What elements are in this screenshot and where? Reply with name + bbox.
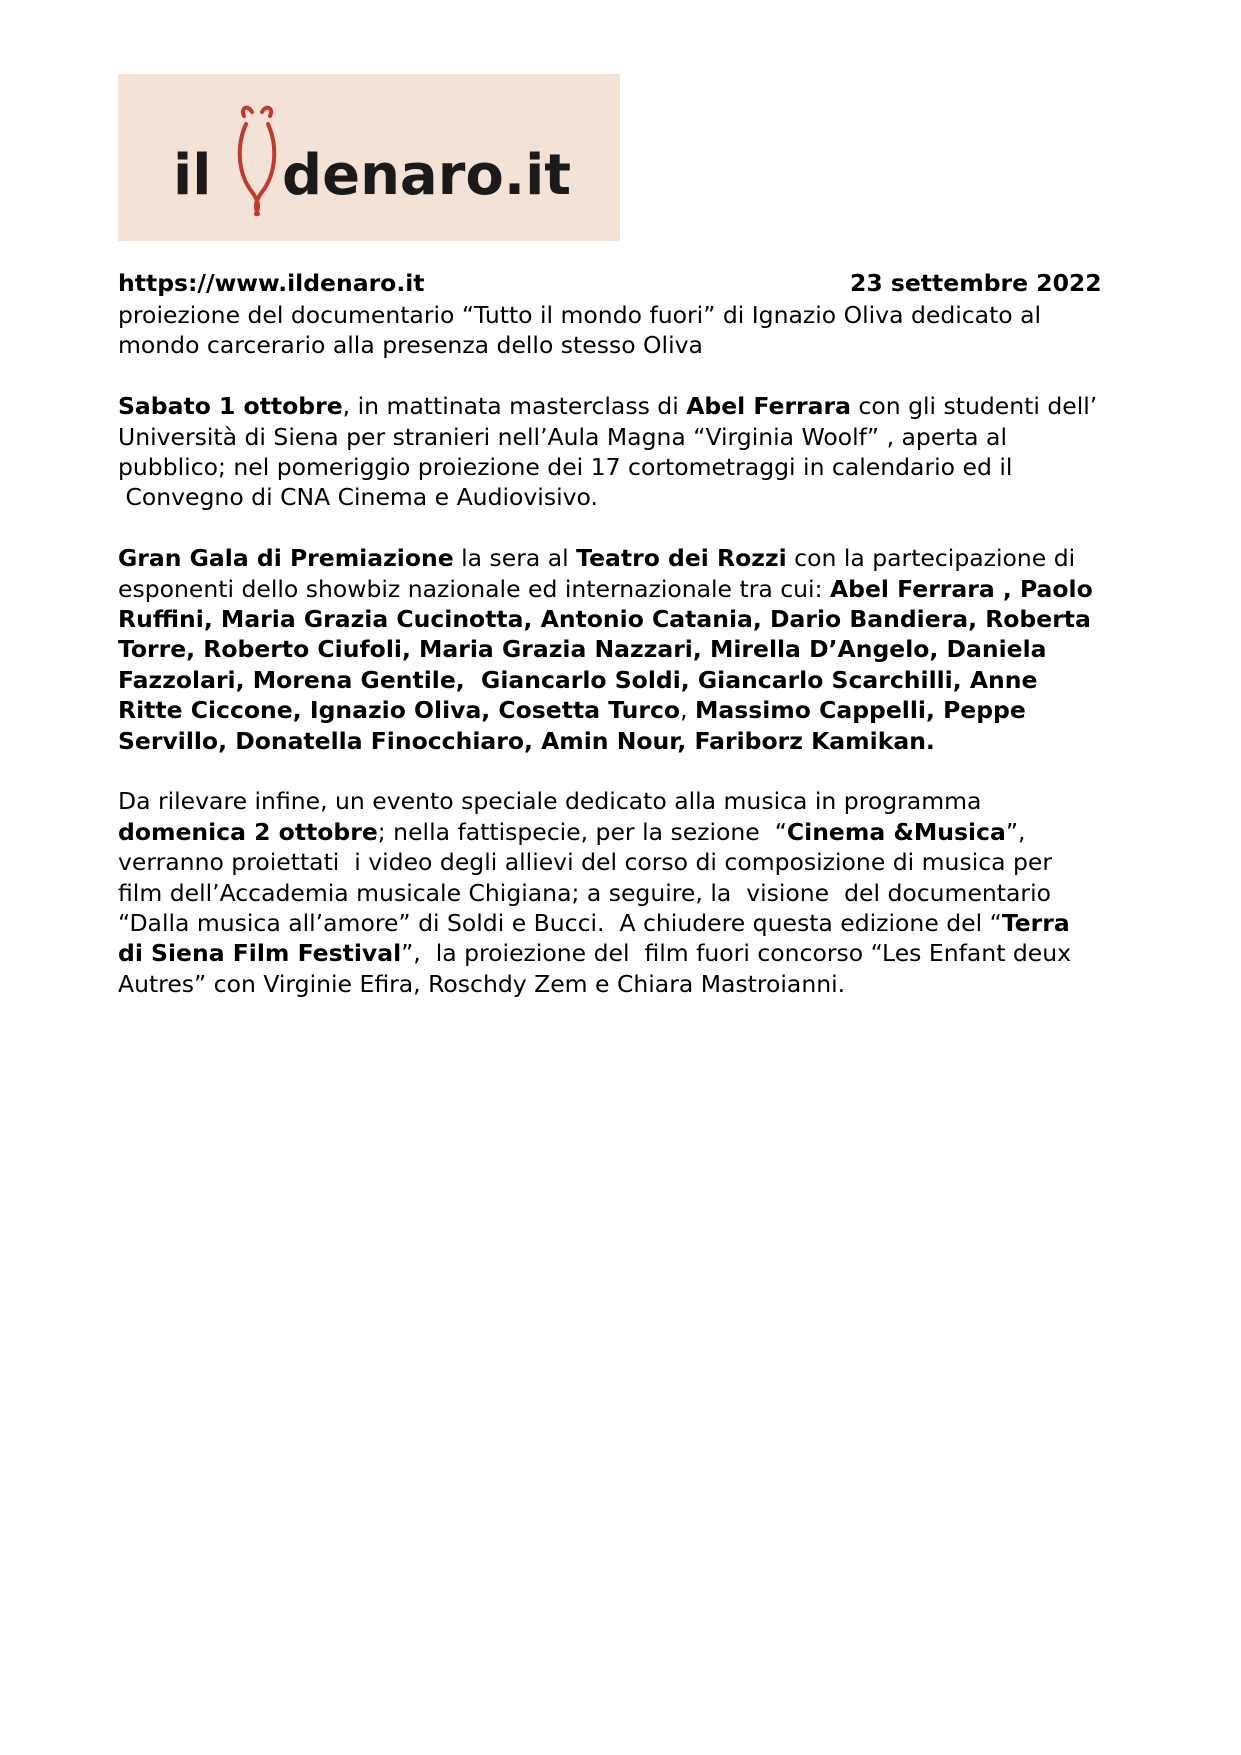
article-body bbox=[118, 300, 1158, 1030]
bold-names: Ritte Ciccone, Ignazio Oliva, Cosetta Turco bbox=[118, 696, 681, 725]
text-line: Università di Siena per stranieri nell’Aula Magna “Virginia Woolf” , aperta al bbox=[118, 422, 1007, 451]
text-line: Autres” con Virginie Efira, Roschdy Zem e Chiara Mastroianni. bbox=[118, 969, 846, 998]
text-line: Da rilevare infine, un evento speciale dedicato alla musica in programma bbox=[118, 787, 982, 816]
bold-names: Servillo, Donatella Finocchiaro, Amin Nour, Fariborz Kamikan. bbox=[118, 726, 935, 755]
ildenaro-logo bbox=[118, 74, 620, 241]
bold-names: Abel Ferrara , Paolo bbox=[829, 574, 1093, 603]
text-run: , bbox=[680, 696, 696, 725]
text-line bbox=[118, 604, 1158, 634]
bold-names: Ruffini, Maria Grazia Cucinotta, Antonio Catania, Dario Bandiera, Roberta bbox=[118, 605, 1091, 634]
bold-section: Cinema &Musica bbox=[786, 817, 1006, 846]
bold-venue: Teatro dei Rozzi bbox=[576, 544, 787, 573]
svg-text:denaro.it: denaro.it bbox=[282, 143, 572, 208]
text-line bbox=[118, 665, 1158, 695]
text-run: ”, bbox=[1005, 817, 1026, 846]
text-line bbox=[118, 634, 1158, 664]
bold-festival: di Siena Film Festival bbox=[118, 939, 402, 968]
text-line bbox=[118, 908, 1158, 938]
text-line bbox=[118, 938, 1158, 968]
paragraph-1 bbox=[118, 300, 1158, 361]
paragraph-2 bbox=[118, 391, 1158, 513]
bold-date: Sabato 1 ottobre bbox=[118, 392, 343, 421]
text-line: Convegno di CNA Cinema e Audiovisivo. bbox=[118, 483, 598, 512]
text-run: “Dalla musica all’amore” di Soldi e Bucci. A chiudere questa edizione del “ bbox=[118, 909, 1002, 938]
text-line: verranno proiettati i video degli allievi del corso di composizione di musica per bbox=[118, 848, 1053, 877]
text-line: pubblico; nel pomeriggio proiezione dei 17 cortometraggi in calendario ed il bbox=[118, 453, 1013, 482]
text-line bbox=[118, 726, 1158, 756]
bold-names: Torre, Roberto Ciufoli, Maria Grazia Nazzari, Mirella D’Angelo, Daniela bbox=[118, 635, 1047, 664]
svg-text:il: il bbox=[173, 143, 212, 208]
bold-date: domenica 2 ottobre bbox=[118, 817, 378, 846]
paragraph-3 bbox=[118, 543, 1158, 756]
text-run: con gli studenti dell’ bbox=[850, 392, 1098, 421]
text-line bbox=[118, 574, 1158, 604]
text-line bbox=[118, 695, 1158, 725]
text-run: con la partecipazione di bbox=[786, 544, 1076, 573]
bold-name: Abel Ferrara bbox=[686, 392, 851, 421]
text-run: esponenti dello showbiz nazionale ed internazionale tra cui: bbox=[118, 574, 830, 603]
text-run: la sera al bbox=[453, 544, 577, 573]
text-line bbox=[118, 391, 1158, 421]
bold-names: Massimo Cappelli, Peppe bbox=[695, 696, 1026, 725]
text-run: ; nella fattispecie, per la sezione “ bbox=[377, 817, 787, 846]
text-line: proiezione del documentario “Tutto il mondo fuori” di Ignazio Oliva dedicato al bbox=[118, 301, 1042, 329]
bold-names: Fazzolari, Morena Gentile, Giancarlo Soldi, Giancarlo Scarchilli, Anne bbox=[118, 665, 1038, 694]
paragraph-4 bbox=[118, 786, 1158, 999]
ildenaro-logo-graphic bbox=[118, 74, 620, 241]
source-url: https://www.ildenaro.it bbox=[118, 269, 425, 297]
text-line: mondo carcerario alla presenza dello stesso Oliva bbox=[118, 331, 703, 360]
text-line bbox=[118, 543, 1158, 573]
text-run: ”, la proiezione del film fuori concorso “Les Enfant deux bbox=[401, 939, 1072, 968]
publication-date: 23 settembre 2022 bbox=[850, 269, 1102, 297]
text-run: , in mattinata masterclass di bbox=[342, 392, 687, 421]
text-line: film dell’Accademia musicale Chigiana; a seguire, la visione del documentario bbox=[118, 878, 1051, 907]
bold-event: Gran Gala di Premiazione bbox=[118, 544, 454, 573]
bold-festival: Terra bbox=[1001, 909, 1070, 938]
text-line bbox=[118, 817, 1158, 847]
